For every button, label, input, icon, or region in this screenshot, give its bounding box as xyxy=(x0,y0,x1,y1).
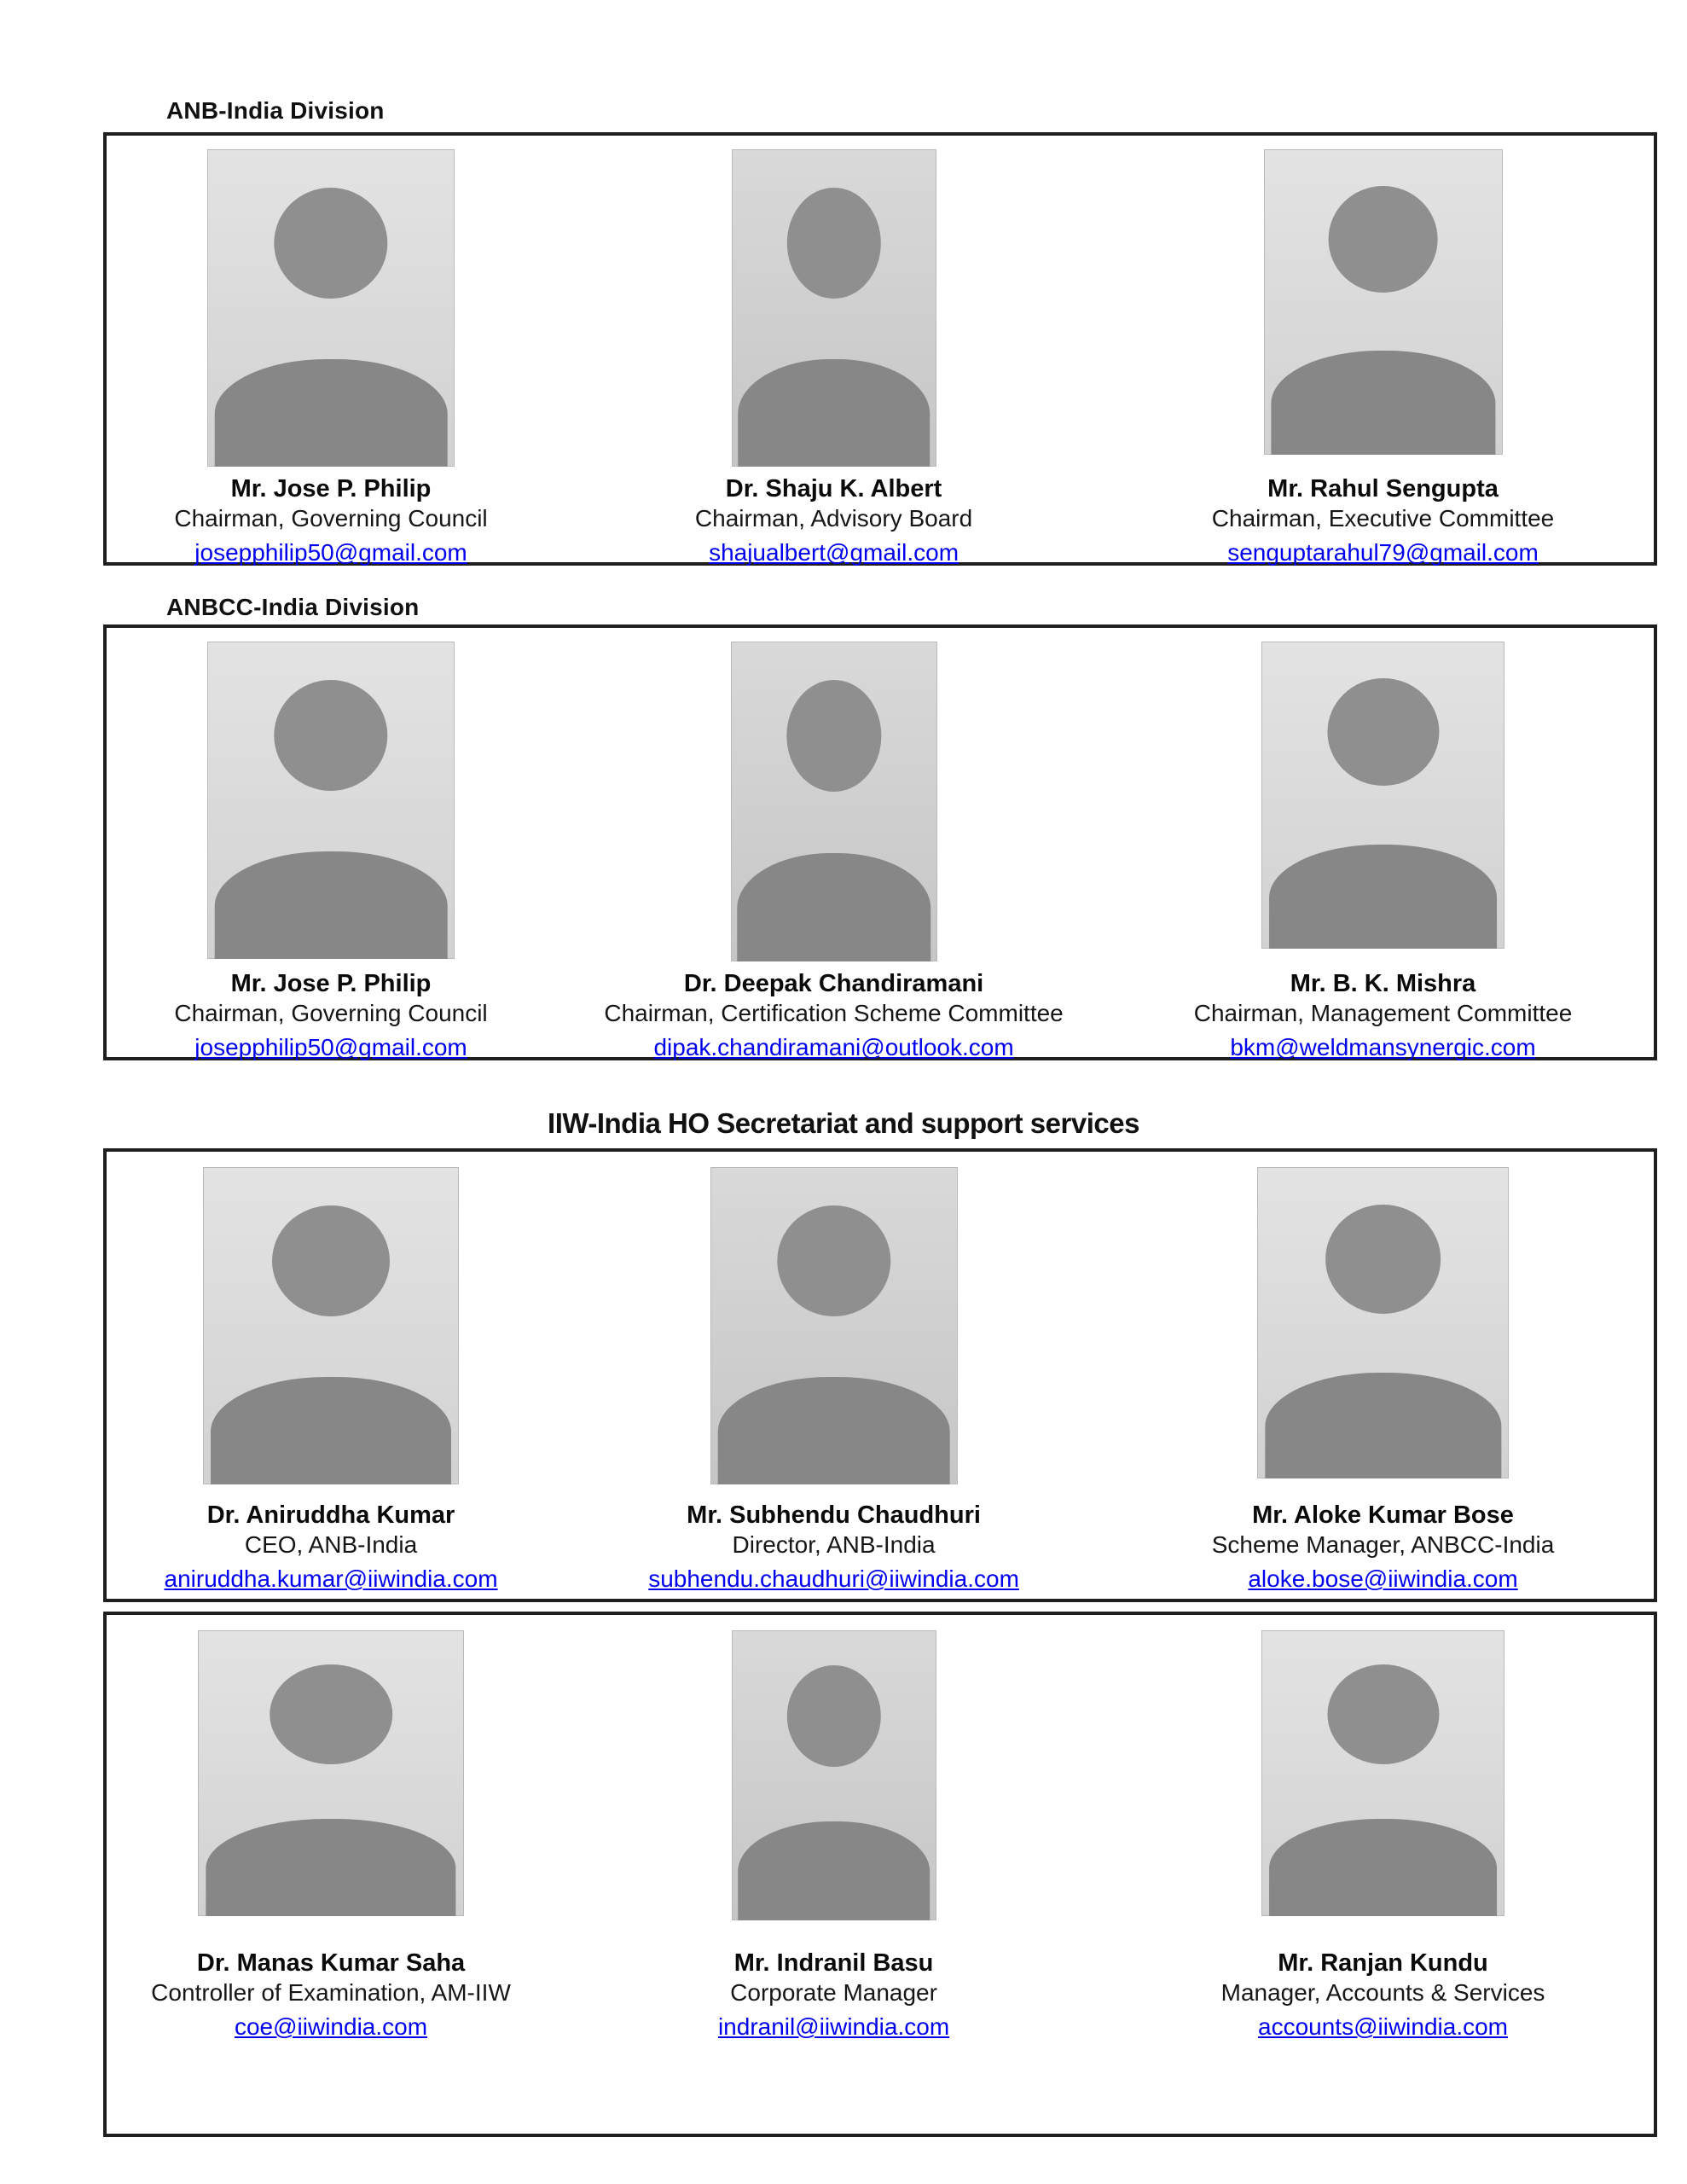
photo-area xyxy=(107,149,555,473)
portrait-photo xyxy=(203,1167,459,1484)
division-box-anbcc-india xyxy=(103,624,1657,1060)
person-title: Chairman, Advisory Board xyxy=(694,505,973,531)
person-silhouette-shoulders xyxy=(738,1821,930,1920)
person-silhouette-shoulders xyxy=(206,1819,455,1916)
person-name: Dr. Aniruddha Kumar xyxy=(206,1502,455,1529)
person-silhouette-head xyxy=(777,1205,890,1316)
person-name: Mr. Jose P. Philip xyxy=(230,475,432,502)
person-silhouette-head xyxy=(272,1205,390,1316)
division-box-anb-india xyxy=(103,132,1657,566)
section-label-anbcc-india: ANBCC-India Division xyxy=(166,594,420,620)
portrait-photo xyxy=(710,1167,958,1484)
photo-area xyxy=(555,1167,1112,1500)
photo-area xyxy=(555,642,1112,968)
person-title: Chairman, Executive Committee xyxy=(1211,505,1555,531)
person-title: Chairman, Governing Council xyxy=(174,1000,488,1026)
person-silhouette-shoulders xyxy=(215,851,448,959)
person-title: Corporate Manager xyxy=(730,1979,937,2006)
portrait-photo xyxy=(732,149,936,467)
person-card xyxy=(1112,1167,1654,1599)
person-name: Dr. Shaju K. Albert xyxy=(725,475,942,502)
person-name: Mr. Rahul Sengupta xyxy=(1267,475,1499,502)
photo-area xyxy=(107,1167,555,1500)
portrait-photo xyxy=(1261,1630,1504,1916)
person-name: Dr. Deepak Chandiramani xyxy=(683,970,984,997)
person-silhouette-head xyxy=(1327,678,1439,786)
person-title: Chairman, Certification Scheme Committee xyxy=(604,1000,1064,1026)
person-name: Mr. Aloke Kumar Bose xyxy=(1252,1502,1514,1529)
section-heading-secretariat: IIW-India HO Secretariat and support services xyxy=(548,1107,1139,1139)
person-card xyxy=(107,642,555,1062)
person-email-link[interactable]: indranil@iiwindia.com xyxy=(717,2013,950,2040)
person-card xyxy=(1112,642,1654,1062)
portrait-photo xyxy=(207,149,455,467)
person-title: Chairman, Governing Council xyxy=(174,505,488,531)
person-title: Director, ANB-India xyxy=(732,1531,936,1558)
person-card xyxy=(107,149,555,567)
person-silhouette-head xyxy=(270,1664,392,1764)
portrait-photo xyxy=(1264,149,1503,455)
person-email-link[interactable]: aloke.bose@iiwindia.com xyxy=(1248,1565,1518,1592)
person-silhouette-shoulders xyxy=(1269,1819,1498,1916)
person-title: Controller of Examination, AM-IIW xyxy=(151,1979,511,2006)
photo-area xyxy=(555,149,1112,473)
person-silhouette-head xyxy=(274,188,387,299)
person-silhouette-shoulders xyxy=(737,853,930,962)
portrait-photo xyxy=(1261,642,1504,949)
portrait-photo xyxy=(1257,1167,1509,1478)
photo-area xyxy=(107,642,555,968)
person-silhouette-head xyxy=(1327,1664,1439,1764)
person-silhouette-shoulders xyxy=(1271,351,1495,455)
person-email-link[interactable]: josepphilip50@gmail.com xyxy=(194,1034,467,1060)
photo-area xyxy=(1112,1167,1654,1500)
person-card xyxy=(107,1630,555,2134)
person-email-link[interactable]: shajualbert@gmail.com xyxy=(709,539,959,566)
person-silhouette-shoulders xyxy=(1265,1373,1501,1478)
photo-area xyxy=(1112,642,1654,968)
secretariat-box-row1 xyxy=(103,1148,1657,1602)
person-silhouette-head xyxy=(786,188,880,299)
person-silhouette-head xyxy=(274,680,387,791)
person-title: Chairman, Management Committee xyxy=(1193,1000,1573,1026)
person-silhouette-head xyxy=(1328,186,1438,293)
person-card xyxy=(555,1630,1112,2134)
person-email-link[interactable]: accounts@iiwindia.com xyxy=(1258,2013,1509,2040)
person-email-link[interactable]: coe@iiwindia.com xyxy=(234,2013,428,2040)
portrait-photo xyxy=(731,642,937,961)
person-silhouette-shoulders xyxy=(215,359,448,467)
person-email-link[interactable]: josepphilip50@gmail.com xyxy=(194,539,467,566)
person-title: CEO, ANB-India xyxy=(244,1531,418,1558)
photo-area xyxy=(555,1630,1112,1948)
person-email-link[interactable]: aniruddha.kumar@iiwindia.com xyxy=(164,1565,498,1592)
person-silhouette-head xyxy=(1325,1205,1441,1314)
person-silhouette-shoulders xyxy=(738,359,930,467)
person-card xyxy=(107,1167,555,1599)
person-title: Manager, Accounts & Services xyxy=(1220,1979,1545,2006)
person-silhouette-shoulders xyxy=(1269,845,1498,949)
photo-area xyxy=(1112,1630,1654,1948)
photo-area xyxy=(1112,149,1654,473)
person-name: Mr. Jose P. Philip xyxy=(230,970,432,997)
person-email-link[interactable]: bkm@weldmansynergic.com xyxy=(1230,1034,1536,1060)
person-card xyxy=(555,149,1112,567)
person-card xyxy=(1112,1630,1654,2134)
secretariat-box-row2 xyxy=(103,1612,1657,2137)
person-silhouette-shoulders xyxy=(211,1377,451,1484)
person-card xyxy=(555,1167,1112,1599)
person-card xyxy=(555,642,1112,1062)
portrait-photo xyxy=(732,1630,936,1920)
person-name: Dr. Manas Kumar Saha xyxy=(196,1949,466,1977)
section-label-anb-india: ANB-India Division xyxy=(166,97,385,124)
person-name: Mr. B. K. Mishra xyxy=(1290,970,1476,997)
person-email-link[interactable]: senguptarahul79@gmail.com xyxy=(1227,539,1539,566)
person-silhouette-shoulders xyxy=(717,1377,950,1484)
person-name: Mr. Subhendu Chaudhuri xyxy=(687,1502,981,1529)
person-name: Mr. Indranil Basu xyxy=(733,1949,934,1977)
person-email-link[interactable]: dipak.chandiramani@outlook.com xyxy=(653,1034,1014,1060)
person-title: Scheme Manager, ANBCC-India xyxy=(1211,1531,1555,1558)
person-email-link[interactable]: subhendu.chaudhuri@iiwindia.com xyxy=(648,1565,1019,1592)
photo-area xyxy=(107,1630,555,1948)
portrait-photo xyxy=(198,1630,464,1916)
person-silhouette-head xyxy=(786,1665,880,1767)
person-name: Mr. Ranjan Kundu xyxy=(1278,1949,1488,1977)
person-silhouette-head xyxy=(786,680,881,792)
portrait-photo xyxy=(207,642,455,959)
person-card xyxy=(1112,149,1654,567)
